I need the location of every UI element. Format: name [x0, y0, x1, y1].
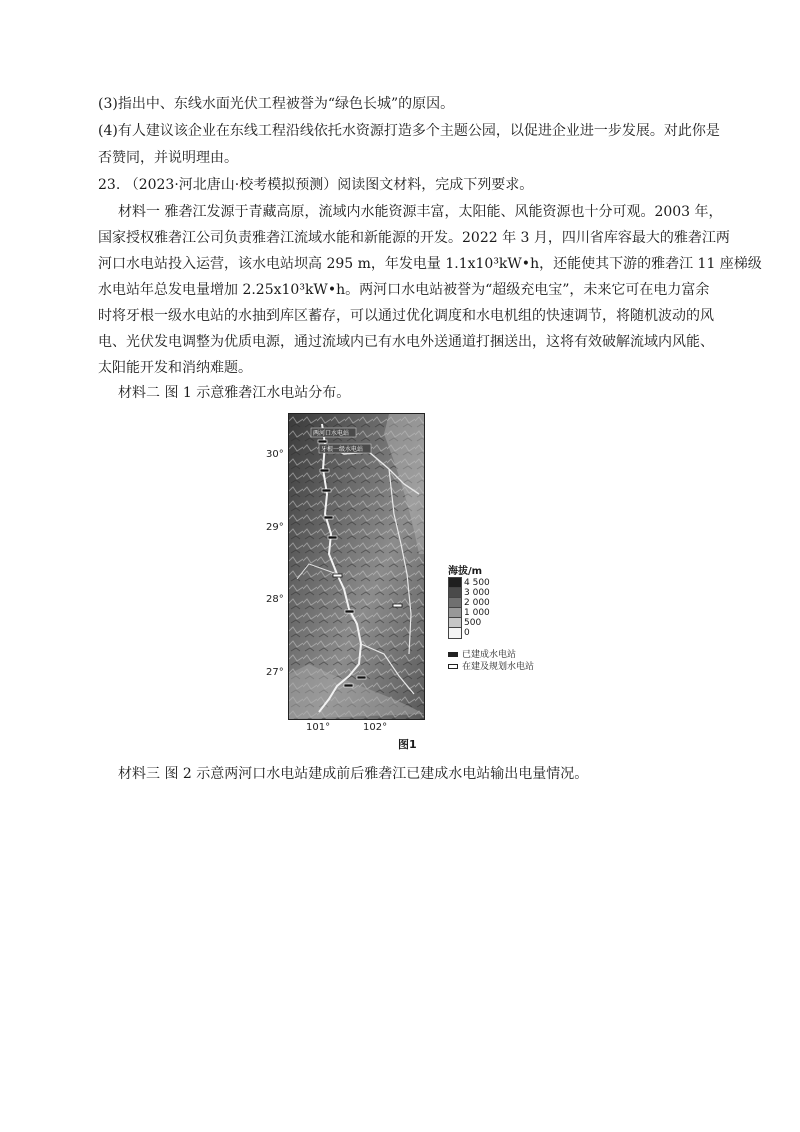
legend-built-station: 已建成水电站 — [448, 650, 516, 660]
legend-level: 500 — [464, 618, 482, 628]
lat-label: 28° — [266, 594, 284, 605]
question-4-line2: 否赞同，并说明理由。 — [98, 150, 238, 166]
planned-station-icon — [448, 664, 458, 669]
legend-level: 1 000 — [464, 608, 490, 618]
legend-level: 3 000 — [464, 588, 490, 598]
lat-label: 29° — [266, 522, 284, 533]
question-4-line1: (4)有人建议该企业在东线工程沿线依托水资源打造多个主题公园，以促进企业进一步发展。对此你是 — [98, 123, 720, 139]
lat-label: 30° — [266, 449, 284, 460]
material-1-line: 时将牙根一级水电站的水抽到库区蓄存，可以通过优化调度和水电机组的快速调节，将随机波动的风 — [98, 308, 714, 324]
legend-title: 海拔/m — [448, 566, 483, 577]
material-1-line: 电、光伏发电调整为优质电源，通过流域内已有水电外送通道打捆送出，这将有效破解流域内风能、 — [98, 334, 714, 350]
legend-swatch — [448, 627, 462, 639]
lon-label: 102° — [363, 722, 388, 733]
figure-caption: 图1 — [398, 738, 417, 751]
material-2: 材料二 图 1 示意雅砻江水电站分布。 — [118, 385, 351, 401]
material-1-line: 河口水电站投入运营，该水电站坝高 295 m，年发电量 1.1x10³kW•h，还能使其下游的雅砻江 11 座梯级 — [98, 256, 762, 272]
built-station-icon — [448, 652, 458, 657]
material-3: 材料三 图 2 示意两河口水电站建成前后雅砻江已建成水电站输出电量情况。 — [118, 766, 589, 782]
question-23-header: 23. （2023·河北唐山·校考模拟预测）阅读图文材料，完成下列要求。 — [98, 177, 534, 193]
terrain-map-graphic — [289, 414, 424, 719]
legend-planned-station: 在建及规划水电站 — [448, 662, 534, 672]
map-label-station1: 两河口水电站 — [313, 430, 350, 437]
lon-label: 101° — [306, 722, 331, 733]
material-1-line: 太阳能开发和消纳难题。 — [98, 360, 252, 376]
map-label-station2: 牙根一级水电站 — [321, 446, 364, 453]
material-1 — [98, 199, 762, 381]
legend-level: 0 — [464, 628, 470, 638]
legend-level: 4 500 — [464, 578, 490, 588]
lat-label: 27° — [266, 667, 284, 678]
material-1-line: 材料一 雅砻江发源于青藏高原，流域内水能资源丰富，太阳能、风能资源也十分可观。2003 年， — [118, 204, 723, 220]
material-1-line: 水电站年总发电量增加 2.25x10³kW•h。两河口水电站被誉为“超级充电宝”，未来它可在电力富余 — [98, 282, 710, 298]
yalong-river-map — [288, 413, 425, 720]
legend-level: 2 000 — [464, 598, 490, 608]
material-1-line: 国家授权雅砻江公司负责雅砻江流域水能和新能源的开发。2022 年 3 月，四川省库容最大的雅砻江两 — [98, 230, 730, 246]
question-3: (3)指出中、东线水面光伏工程被誉为“绿色长城”的原因。 — [98, 96, 455, 112]
